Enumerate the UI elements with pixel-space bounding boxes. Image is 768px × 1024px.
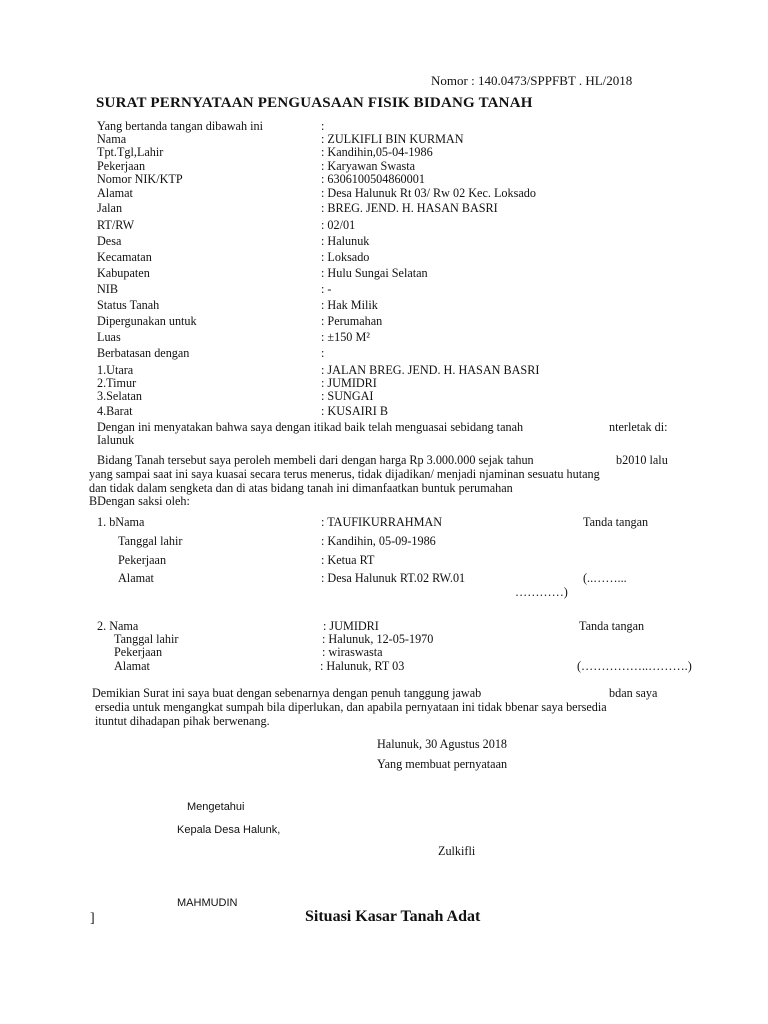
maker-name: Zulkifli [438, 844, 476, 858]
field-value: : Halunuk [321, 234, 370, 248]
witness-job-value: : wiraswasta [322, 645, 383, 659]
field-value: : ZULKIFLI BIN KURMAN [321, 132, 464, 146]
acquisition-line: BDengan saksi oleh: [89, 494, 190, 508]
witness-name-label: 2. Nama [97, 619, 139, 633]
field-value: : [321, 346, 325, 360]
field-label: 2.Timur [97, 376, 137, 390]
witness-sign-label: Tanda tangan [579, 619, 645, 633]
field-value: : Hak Milik [321, 298, 378, 312]
field-label: Status Tanah [97, 298, 160, 312]
village-head-title: Kepala Desa Halunk, [177, 824, 281, 836]
closing-line: Demikian Surat ini saya buat dengan sebenarnya dengan penuh tanggung jawab [92, 686, 482, 700]
village-head-name: MAHMUDIN [177, 897, 238, 909]
field-label: Desa [97, 234, 122, 248]
witness-address-label: Alamat [118, 571, 154, 585]
field-value: : JUMIDRI [321, 376, 377, 390]
witness-birth-label: Tanggal lahir [118, 534, 183, 548]
field-label: Kabupaten [97, 266, 150, 280]
field-value: : 6306100504860001 [321, 172, 425, 186]
place-date: Halunuk, 30 Agustus 2018 [377, 737, 508, 751]
field-value: : KUSAIRI B [321, 404, 389, 418]
witness-sign-dots: (..……... [583, 571, 627, 585]
witness-name-label: 1. bNama [97, 515, 145, 529]
field-value: : Desa Halunuk Rt 03/ Rw 02 Kec. Loksado [321, 186, 536, 200]
witness-name-value: : TAUFIKURRAHMAN [321, 515, 443, 529]
field-value: : [321, 119, 325, 133]
field-label: Tpt.Tgl,Lahir [97, 145, 164, 159]
acknowledged-label: Mengetahui [187, 801, 245, 813]
field-value: : Perumahan [321, 314, 383, 328]
witness-sign-dots: …………) [515, 585, 568, 599]
field-value: : 02/01 [321, 218, 356, 232]
field-label: Jalan [97, 201, 123, 215]
field-value: : - [321, 282, 332, 296]
field-label: 3.Selatan [97, 389, 143, 403]
witness-birth-value: : Halunuk, 12-05-1970 [322, 632, 434, 646]
witness-job-label: Pekerjaan [114, 645, 163, 659]
statement-line: Dengan ini menyatakan bahwa saya dengan itikad baik telah menguasai sebidang tanah [97, 420, 524, 434]
field-value: : Loksado [321, 250, 370, 264]
witness-address-value: : Halunuk, RT 03 [320, 659, 405, 673]
witness-sign-dots: (……………..……….) [577, 659, 692, 673]
bracket-mark: ] [90, 911, 95, 926]
field-label: Nama [97, 132, 127, 146]
field-label: 1.Utara [97, 363, 134, 377]
field-label: Alamat [97, 186, 133, 200]
witness-job-label: Pekerjaan [118, 553, 167, 567]
field-label: Luas [97, 330, 121, 344]
document-number: Nomor : 140.0473/SPPFBT . HL/2018 [431, 73, 633, 88]
witness-name-value: : JUMIDRI [323, 619, 379, 633]
field-value: : JALAN BREG. JEND. H. HASAN BASRI [321, 363, 540, 377]
statement-line-tail: nterletak di: [609, 420, 668, 434]
acquisition-line: yang sampai saat ini saya kuasai secara terus menerus, tidak dijadikan/ menjadi njaminan sesuatu hutang [89, 467, 600, 481]
field-label: Berbatasan dengan [97, 346, 190, 360]
acquisition-line: Bidang Tanah tersebut saya peroleh membeli dari dengan harga Rp 3.000.000 sejak tahun [97, 453, 534, 467]
closing-line: ersedia untuk mengangkat sumpah bila diperlukan, dan apabila pernyataan ini tidak bbenar saya bersedia [95, 700, 607, 714]
field-label: NIB [97, 282, 118, 296]
witness-birth-label: Tanggal lahir [114, 632, 179, 646]
field-label: Yang bertanda tangan dibawah ini [97, 119, 263, 133]
field-value: : Hulu Sungai Selatan [321, 266, 428, 280]
field-label: 4.Barat [97, 404, 133, 418]
field-label: Dipergunakan untuk [97, 314, 197, 328]
witness-address-value: : Desa Halunuk RT.02 RW.01 [321, 571, 466, 585]
acquisition-line: dan tidak dalam sengketa dan di atas bidang tanah ini dimanfaatkan buntuk perumahan [89, 481, 513, 495]
closing-line-tail: bdan saya [609, 686, 658, 700]
closing-line: ituntut dihadapan pihak berwenang. [95, 714, 270, 728]
witness-sign-label: Tanda tangan [583, 515, 649, 529]
field-value: : BREG. JEND. H. HASAN BASRI [321, 201, 498, 215]
field-label: RT/RW [97, 218, 135, 232]
field-value: : Karyawan Swasta [321, 159, 416, 173]
field-value: : SUNGAI [321, 389, 374, 403]
field-label: Pekerjaan [97, 159, 146, 173]
acquisition-line-tail: b2010 lalu [616, 453, 668, 467]
witness-job-value: : Ketua RT [321, 553, 375, 567]
document-title: SURAT PERNYATAAN PENGUASAAN FISIK BIDANG TANAH [96, 95, 533, 111]
section-title: Situasi Kasar Tanah Adat [305, 908, 481, 925]
maker-label: Yang membuat pernyataan [377, 757, 508, 771]
field-value: : ±150 M² [321, 330, 370, 344]
field-label: Nomor NIK/KTP [97, 172, 183, 186]
field-value: : Kandihin,05-04-1986 [321, 145, 433, 159]
witness-address-label: Alamat [114, 659, 150, 673]
witness-birth-value: : Kandihin, 05-09-1986 [321, 534, 436, 548]
field-label: Kecamatan [97, 250, 152, 264]
statement-line: Ialunuk [97, 433, 135, 447]
